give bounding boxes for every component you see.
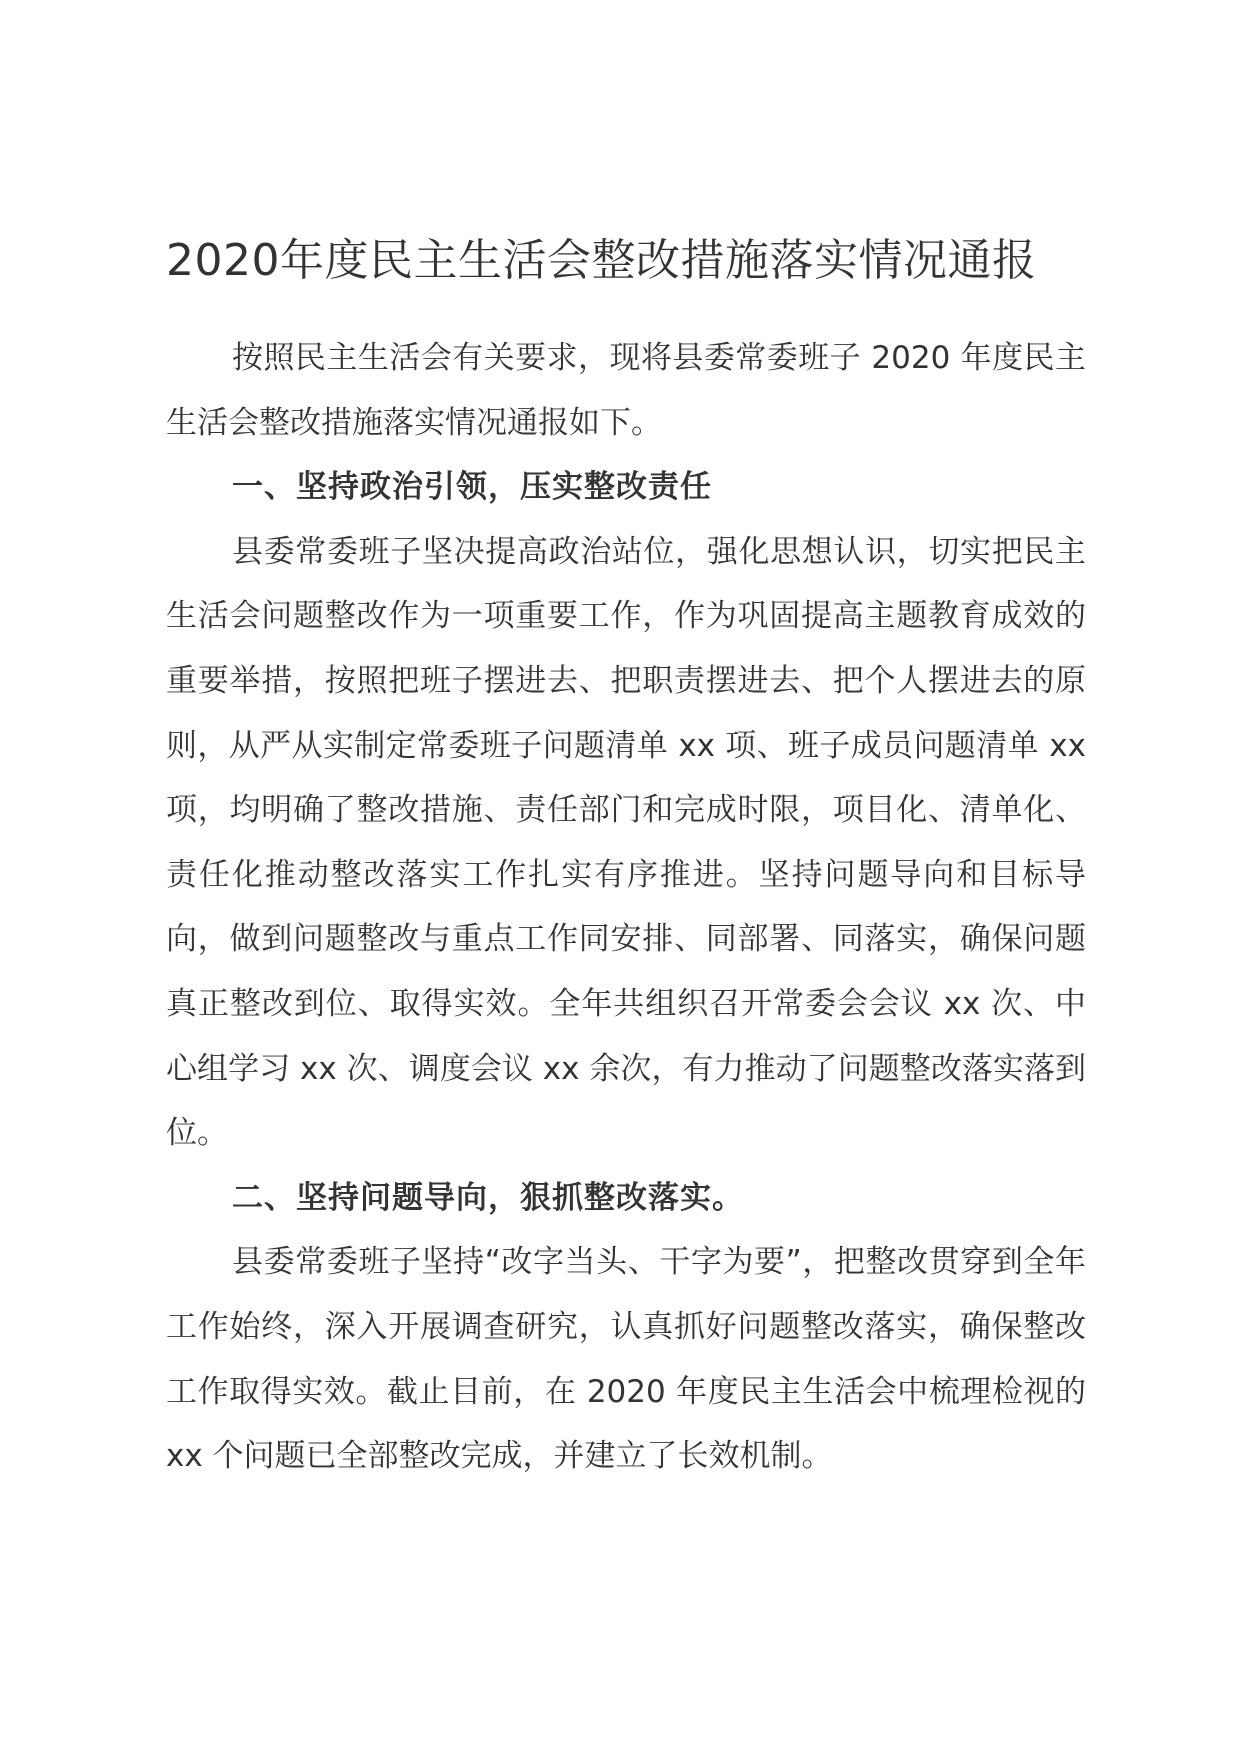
section-1-paragraph: 县委常委班子坚决提高政治站位，强化思想认识，切实把民主生活会问题整改作为一项重要工作，作为巩固提高主题教育成效的重要举措，按照把班子摆进去、把职责摆进去、把个人摆进去的原则，从严从实制定常委班子问题清单 xx 项、班子成员问题清单 xx 项，均明确了整改措施、责任部门和完成时限，项目化、清单化、责任化推动整改落实工作扎实有序推进。坚持问题导向和目标导向，做到问题整改与重点工作同安排、同部署、同落实，确保问题真正整改到位、取得实效。全年共组织召开常委会会议 xx 次、中心组学习 xx 次、调度会议 xx 余次，有力推动了问题整改落实落到位。 [166,533,1086,1152]
document-title: 2020年度民主生活会整改措施落实情况通报 [166,235,1037,286]
section-1-heading: 一、坚持政治引领，压实整改责任 [232,469,712,506]
intro-paragraph: 按照民主生活会有关要求，现将县委常委班子 2020 年度民主生活会整改措施落实情况通报如下。 [166,340,1086,441]
document-body [166,326,1086,1489]
section-2-paragraph: 县委常委班子坚持“改字当头、干字为要”，把整改贯穿到全年工作始终，深入开展调查研究，认真抓好问题整改落实，确保整改工作取得实效。截止目前，在 2020 年度民主生活会中梳理检视的 xx 个问题已全部整改完成，并建立了长效机制。 [166,1244,1086,1475]
section-2-heading: 二、坚持问题导向，狠抓整改落实。 [232,1179,744,1216]
